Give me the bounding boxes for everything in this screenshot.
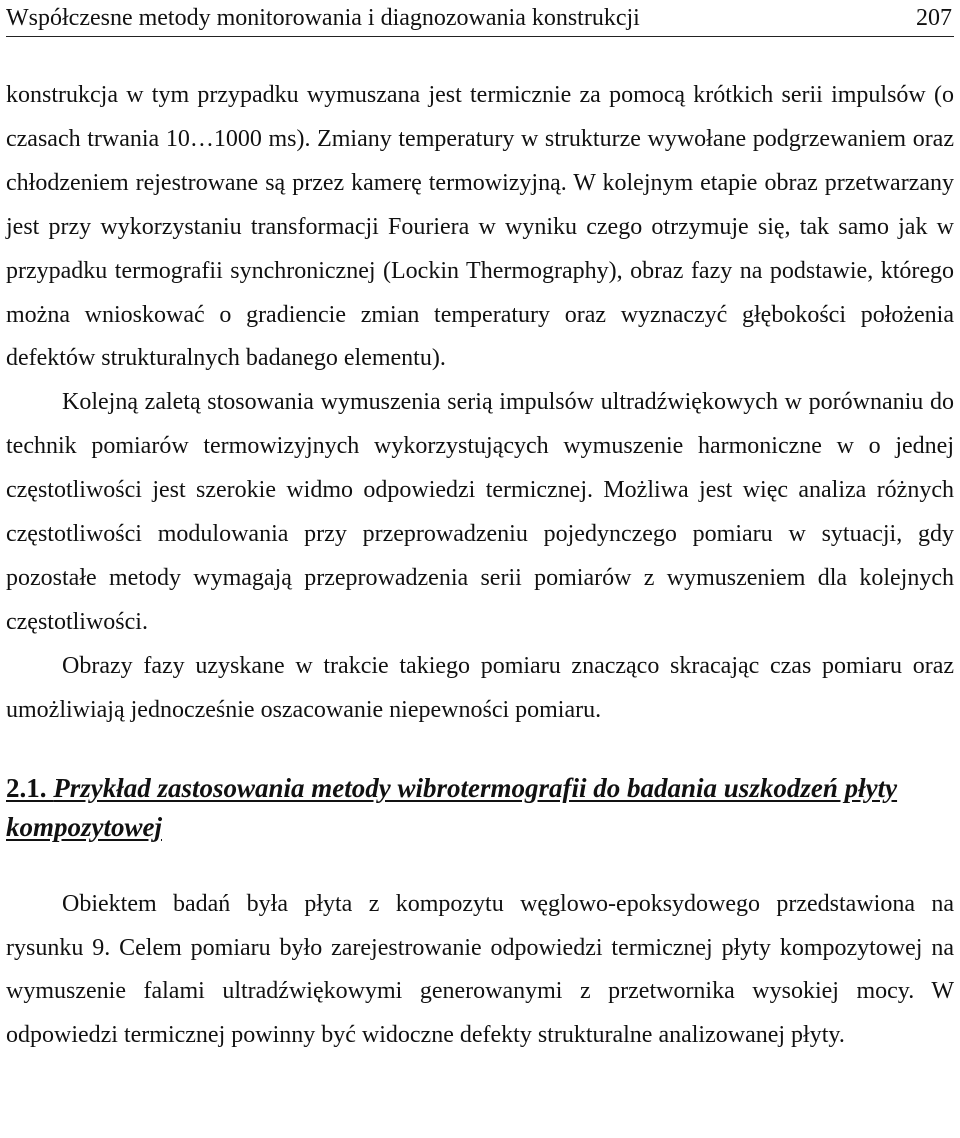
page-number: 207: [916, 5, 952, 31]
paragraph-continued: konstrukcja w tym przypadku wymuszana jest termicznie za pomocą krótkich serii impulsów (o czasach trwania 10…1000 ms). Zmiany temperatury w strukturze wywołane podgrzewaniem oraz chłodzeniem rejestrowane są przez kamerę termowizyjną. W kolejnym etapie obraz przetwarzany jest przy wykorzystaniu transformacji Fouriera w wyniku czego otrzymuje się, tak samo jak w przypadku termografii synchronicznej (Lockin Thermography), obraz fazy na podstawie, którego można wnioskować o gradiencie zmian temperatury oraz wyznaczyć głębokości położenia defektów strukturalnych badanego elementu).: [6, 82, 954, 372]
paragraph-phase-images: Obrazy fazy uzyskane w trakcie takiego pomiaru znacząco skracając czas pomiaru oraz umożliwiają jednocześnie oszacowanie niepewności pomiaru.: [6, 652, 954, 723]
body-text: [6, 74, 954, 1058]
running-title: Współczesne metody monitorowania i diagnozowania konstrukcji: [6, 5, 640, 31]
section-heading: [6, 769, 954, 847]
paragraph-object-of-study: Obiektem badań była płyta z kompozytu węglowo-epoksydowego przedstawiona na rysunku 9. Celem pomiaru było zarejestrowanie odpowiedzi termicznej płyty kompozytowej na wymuszenie falami ultradźwiękowymi generowanymi z przetwornika wysokiej mocy. W odpowiedzi termicznej powinny być widoczne defekty strukturalne analizowanej płyty.: [6, 890, 954, 1049]
section-number: 2.1.: [6, 772, 47, 803]
paragraph-advantages: Kolejną zaletą stosowania wymuszenia serią impulsów ultradźwiękowych w porównaniu do technik pomiarów termowizyjnych wykorzystujących wymuszenie harmoniczne w o jednej częstotliwości jest szerokie widmo odpowiedzi termicznej. Możliwa jest więc analiza różnych częstotliwości modulowania przy przeprowadzeniu pojedynczego pomiaru w sytuacji, gdy pozostałe metody wymagają przeprowadzenia serii pomiarów z wymuszeniem dla kolejnych częstotliwości.: [6, 389, 954, 635]
running-header: [6, 2, 954, 37]
section-title: Przykład zastosowania metody wibrotermografii do badania uszkodzeń płyty kompozytowej: [6, 772, 898, 842]
